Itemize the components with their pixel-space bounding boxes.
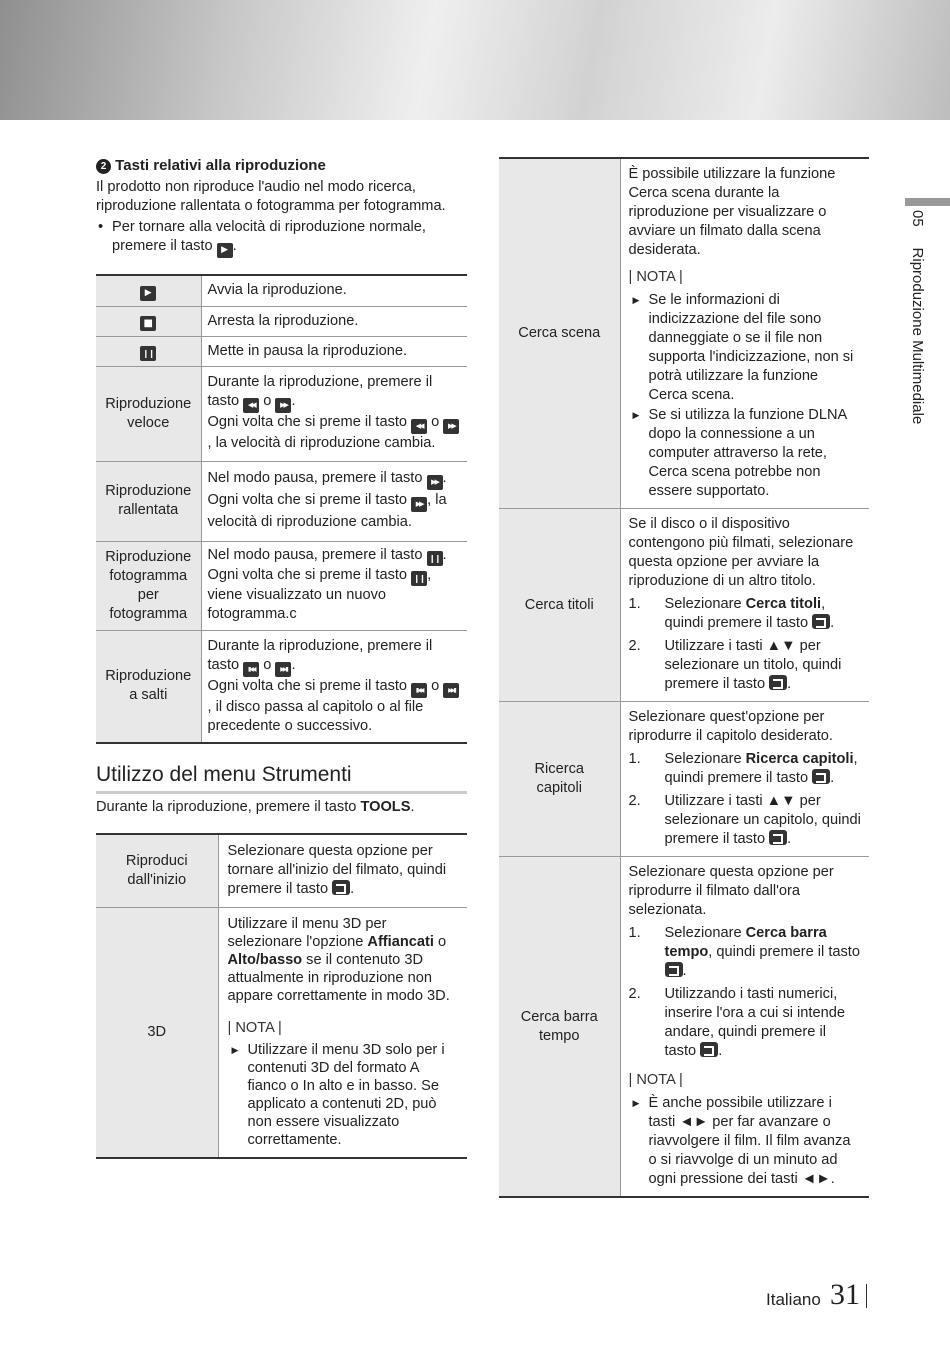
enter-icon	[812, 614, 830, 629]
row-text: Durante la riproduzione, premere il tasto ◀◀ o ▶▶ . Ogni volta che si preme il tasto ◀◀ o ▶▶, la velocità di riproduzione cambia.	[201, 366, 467, 461]
chapter-number: 05	[909, 210, 926, 227]
row-label: 3D	[96, 907, 218, 1158]
enter-icon	[812, 769, 830, 784]
step-item: 2. Utilizzare i tasti ▲▼ per selezionare un capitolo, quindi premere il tasto .	[628, 793, 861, 847]
row-text: Se il disco o il dispositivo contengono più filmati, selezionare questa opzione per avviare la riproduzione di un altro titolo. 1. Selezionare Cerca titoli, quindi premere il tasto . 2. Utilizzare i tasti ▲▼ per selezionare un titolo, quindi premere il tasto .	[620, 509, 869, 702]
play-icon	[217, 243, 233, 258]
rewind-icon	[411, 419, 427, 434]
heading-text: Tasti relativi alla riproduzione	[115, 157, 326, 174]
step-item: 1. Selezionare Cerca titoli, quindi premere il tasto .	[628, 596, 835, 631]
row-label: Riproduci dall'inizio	[96, 834, 218, 908]
row-label: Riproduzione rallentata	[96, 461, 201, 541]
table-row	[96, 275, 467, 306]
note-heading: | NOTA |	[227, 1019, 282, 1036]
note-heading: | NOTA |	[628, 269, 683, 285]
table-row	[499, 702, 869, 857]
rewind-icon	[243, 398, 259, 413]
page-footer	[740, 1278, 880, 1318]
table-row	[96, 907, 467, 1158]
enter-icon	[332, 880, 350, 895]
row-label: Ricerca capitoli	[499, 702, 620, 857]
row-text: Durante la riproduzione, premere il tasto ▮◀◀ o ▶▶▮ . Ogni volta che si preme il tasto ▮◀◀ o ▶▶▮, il disco passa al capitolo o al file precedente o successivo.	[201, 630, 467, 743]
enter-icon	[700, 1042, 718, 1057]
row-text: Nel modo pausa, premere il tasto ▶▶ . Ogni volta che si preme il tasto ▶▶ , la velocità di riproduzione cambia.	[201, 461, 467, 541]
note-heading: | NOTA |	[628, 1072, 683, 1088]
left-column	[96, 156, 467, 1159]
note-item: ▶ Utilizzare il menu 3D solo per i contenuti 3D del formato A fianco o In alto e in basso. Se applicato a contenuti 2D, può non essere visualizzato correttamente.	[228, 1041, 459, 1149]
row-label: Cerca barra tempo	[499, 857, 620, 1198]
note-item: ▶ Se le informazioni di indicizzazione del file sono danneggiate o se il file non supporta l'indicizzazione, non si potrà utilizzare la funzione Cerca scena.	[629, 291, 862, 405]
skip-forward-icon	[443, 683, 459, 698]
row-label: Riproduzione fotogramma per fotogramma	[96, 541, 201, 630]
table-row	[96, 630, 467, 743]
table-row	[499, 158, 869, 509]
row-text: Selezionare questa opzione per tornare all'inizio del filmato, quindi premere il tasto .	[227, 842, 447, 897]
row-text: Utilizzare il menu 3D per selezionare l'opzione Affiancati o Alto/basso se il contenuto 3D attualmente in riproduzione non appare correttamente in modo 3D. | NOTA | ▶ Utilizzare il menu 3D solo per i contenuti 3D del formato A fianco o In alto e in basso. Se applicato a contenuti 2D, può non essere visualizzato correttamente.	[218, 907, 467, 1158]
note-item: ▶ È anche possibile utilizzare i tasti ◄► per far avanzare o riavvolgere il film. Il film avanza o si riavvolge di un minuto ad ogni pressione dei tasti ◄►.	[629, 1094, 862, 1189]
row-text: Nel modo pausa, premere il tasto ❙❙ . Ogni volta che si preme il tasto ❙❙ , viene visualizzato un nuovo fotogramma.c	[201, 541, 467, 630]
row-label: Riproduzione a salti	[96, 630, 201, 743]
pause-icon	[411, 571, 427, 586]
step-item: 1. Selezionare Cerca barra tempo, quindi premere il tasto .	[628, 925, 860, 979]
skip-back-icon	[243, 662, 259, 677]
section-heading	[96, 156, 467, 175]
row-text: Arresta la riproduzione.	[207, 312, 359, 329]
bullet-item: • Per tornare alla velocità di riproduzione normale, premere il tasto ▶ .	[96, 218, 467, 258]
table-row	[96, 336, 467, 366]
table-row	[499, 509, 869, 702]
pause-icon	[140, 346, 156, 361]
table-row	[96, 834, 467, 908]
step-item: 2. Utilizzare i tasti ▲▼ per selezionare un titolo, quindi premere il tasto .	[628, 638, 842, 692]
intro-paragraph: Il prodotto non riproduce l'audio nel modo ricerca, riproduzione rallentata o fotogramma per fotogramma.	[96, 179, 446, 214]
row-text: Selezionare quest'opzione per riprodurre il capitolo desiderato. 1. Selezionare Ricerca capitoli, quindi premere il tasto . 2. Utilizzare i tasti ▲▼ per selezionare un capitolo, quindi premere il tasto .	[628, 709, 861, 847]
tools-table	[96, 833, 467, 1159]
enter-icon	[769, 675, 787, 690]
play-icon	[140, 286, 156, 301]
tools-section-title: Utilizzo del menu Strumenti	[96, 762, 467, 794]
pause-icon	[427, 551, 443, 566]
table-row	[96, 461, 467, 541]
step-item: 1. Selezionare Ricerca capitoli, quindi premere il tasto .	[628, 751, 858, 786]
enter-icon	[665, 962, 683, 977]
row-text: Mette in pausa la riproduzione.	[207, 342, 408, 359]
chapter-title: Riproduzione Multimediale	[909, 247, 926, 425]
fast-forward-icon	[427, 475, 443, 490]
table-row	[96, 541, 467, 630]
note-item: ▶ Se si utilizza la funzione DLNA dopo la connessione a un computer attraverso la rete, Cerca scena potrebbe non essere supportato.	[629, 406, 862, 501]
footer-language: Italiano	[766, 1290, 821, 1309]
header-banner	[0, 0, 950, 120]
row-label: Riproduzione veloce	[96, 366, 201, 461]
fast-forward-icon	[275, 398, 291, 413]
side-tab	[905, 198, 950, 206]
side-tab-label	[905, 210, 927, 510]
table-row	[96, 306, 467, 336]
row-label: Cerca titoli	[499, 509, 620, 702]
footer-divider	[866, 1284, 867, 1308]
step-item: 2. Utilizzando i tasti numerici, inserire l'ora a cui si intende andare, quindi premere il tasto .	[628, 986, 845, 1059]
table-row	[96, 366, 467, 461]
stop-icon	[140, 316, 156, 331]
row-label: Cerca scena	[499, 158, 620, 509]
row-text: Avvia la riproduzione.	[207, 282, 347, 298]
tools-intro: Durante la riproduzione, premere il tasto TOOLS.	[96, 798, 415, 815]
row-text: È possibile utilizzare la funzione Cerca scena durante la riproduzione per visualizzare o avviare un filmato dalla scena desiderata. | NOTA | ▶ Se le informazioni di indicizzazione del file sono danneggiate o se il file non supporta l'indicizzazione, non si potrà utilizzare la funzione Cerca scena. ▶ Se si utilizza la funzione DLNA dopo la connessione a un computer attraverso la rete, Cerca scena potrebbe non essere supportato.	[620, 158, 869, 509]
search-functions-table	[499, 157, 869, 1198]
table-row	[499, 857, 869, 1198]
row-text: Selezionare questa opzione per riprodurre il filmato dall'ora selezionata. 1. Selezionare Cerca barra tempo, quindi premere il tasto . 2. Utilizzando i tasti numerici, inserire l'ora a cui si intende andare, quindi premere il tasto . | NOTA | ▶ È anche possibile utilizzare i tasti ◄► per far avanzare o riavvolgere il film. Il film avanza o si riavvolge di un minuto ad ogni pressione dei tasti ◄►.	[620, 857, 869, 1198]
fast-forward-icon	[443, 419, 459, 434]
heading-number-badge: 2	[96, 159, 111, 174]
skip-forward-icon	[275, 662, 291, 677]
skip-back-icon	[411, 683, 427, 698]
fast-forward-icon	[411, 497, 427, 512]
playback-keys-table	[96, 274, 467, 744]
page-number: 31	[830, 1278, 860, 1311]
enter-icon	[769, 830, 787, 845]
